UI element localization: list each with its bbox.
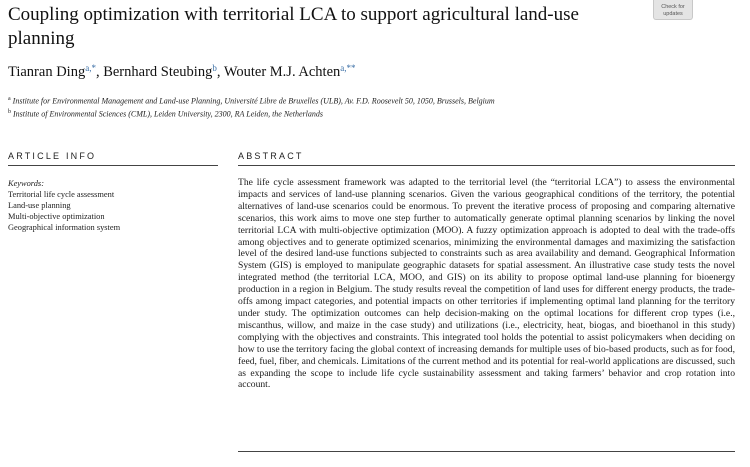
article-info-heading: ARTICLE INFO (8, 151, 97, 161)
affiliation-item (8, 94, 495, 107)
keywords-label: Keywords: (8, 179, 44, 188)
affiliations (8, 94, 495, 119)
author-name[interactable]: Wouter M.J. Achten (223, 64, 341, 80)
keyword-item: Territorial life cycle assessment (8, 190, 115, 199)
author-affiliation-mark[interactable]: b (212, 63, 217, 73)
author-separator: , (95, 64, 104, 80)
author-affiliation-mark[interactable]: a,** (340, 63, 356, 73)
article-info-divider (8, 165, 218, 166)
author-separator: , (216, 64, 224, 80)
keyword-item: Multi-objective optimization (8, 212, 105, 221)
affiliation-mark: a (8, 96, 11, 102)
affiliation-mark: b (8, 108, 11, 115)
abstract-bottom-divider (238, 451, 735, 452)
author-name[interactable]: Bernhard Steubing (103, 64, 213, 80)
abstract-heading: ABSTRACT (238, 151, 304, 161)
article-title: Coupling optimization with territorial LCA to support agricultural land-use planning (8, 4, 579, 49)
affiliation-text: Institute for Environmental Management and Land-use Planning, Université Libre de Bruxelles (ULB), Av. F.D. Roosevelt 50, 1050, Brussels, Belgium (12, 96, 495, 106)
affiliation-text: Institute of Environmental Sciences (CML), Leiden University, 2300, RA Leiden, the Netherlands (13, 109, 323, 119)
keyword-item: Land-use planning (8, 201, 71, 210)
abstract-divider (238, 165, 735, 166)
author-name[interactable]: Tianran Ding (8, 64, 86, 80)
keywords-block (8, 178, 218, 233)
affiliation-item (8, 107, 495, 120)
author-list (8, 63, 356, 81)
check-for-updates-badge[interactable]: Check for updates (653, 0, 693, 20)
keyword-item: Geographical information system (8, 223, 121, 232)
author-affiliation-mark[interactable]: a,* (85, 63, 96, 73)
abstract-text: The life cycle assessment framework was adapted to the territorial level (the “territorial LCA”) to assess the environmental impacts and services of land-use planning scenarios. Given the various geographical conditions of the territory, the potential alternatives of land-use scenarios could be enormous. To prevent the iterative process of proposing and comparing alternative scenarios, this work aims to move one step further to automatically generate optimal planning scenarios by linking the novel territorial LCA with multi-objective optimization (MOO). A fuzzy optimization approach is adopted to deal with the trade-offs among objectives and to generate optimized scenarios, minimizing the environmental damages and maximizing the satisfaction level of the desired land-use functions subjected to constraints such as area availability and demand. Geographical Information System (GIS) is employed to manipulate geographic datasets for spatial assessment. An illustrative case study tests the novel integrated method (the territorial LCA, MOO, and GIS) on its ability to propose optimal land-use planning for bioenergy production in a region in Belgium. The study results reveal the competition of land uses for different energy products, the trade-offs among impact categories, and potential impacts on other territories if implementing optimal land planning for the territory under study. The optimization outcomes can help decision-making on the optimal locations for different crop types (i.e., miscanthus, willow, and maize in the case study) and utilizations (i.e., electricity, heat, biogas, and bioethanol in this study) complying with the objectives and constraints. This integrated tool holds the potential to assist policymakers when deciding on how to use the territory facing the global context of increasing demands for multiple uses of bio-based products, such as for food, feed, fuel, fiber, and chemicals. Limitations of the current method and its potential for real-world applications are discussed, such as expanding the scope to include life cycle sustainability assessment and taking farmers’ behavior and crop rotation into account. (238, 177, 735, 391)
